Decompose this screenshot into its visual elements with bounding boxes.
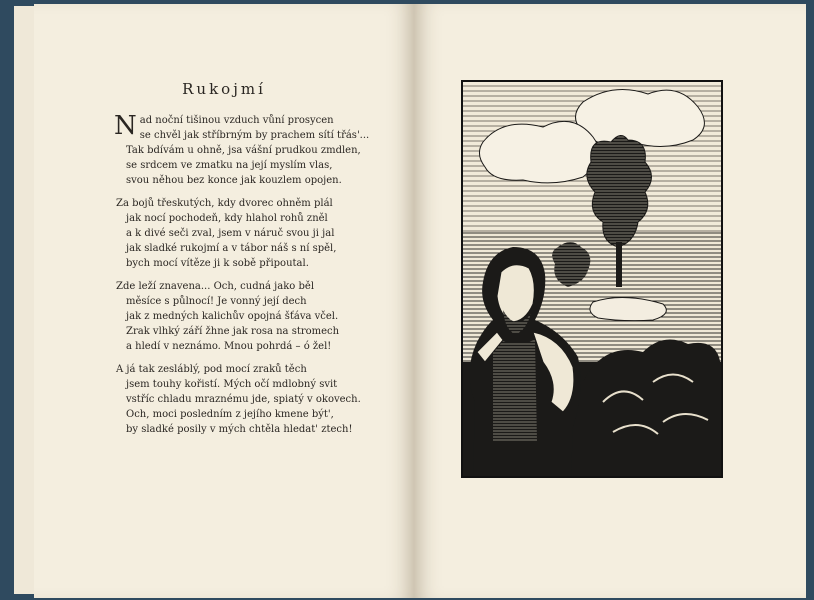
poem-line: jak sladké rukojmí a v tábor náš s ní spěl,	[126, 243, 337, 254]
poem-line: jak z medných kalichův opojná šťáva včel.	[126, 311, 339, 322]
woodcut-illustration	[461, 80, 723, 478]
poem-line: svou něhou bez konce jak kouzlem opojen.	[126, 175, 342, 186]
poem-line: A já tak zesláblý, pod mocí zraků těch	[116, 364, 307, 375]
woodcut-image	[463, 82, 721, 476]
poem-line: bych mocí vítěze ji k sobě připoutal.	[126, 258, 309, 269]
poem-line: jsem touhy kořistí. Mých očí mdlobný svit	[126, 379, 338, 390]
stanza-1	[116, 113, 406, 188]
poem-line: měsíce s půlnocí! Je vonný její dech	[126, 296, 307, 307]
stanza-2	[116, 196, 406, 271]
poem-line: Zrak vlhký září žhne jak rosa na stromech	[126, 326, 340, 337]
poem-line: se chvěl jak stříbrným by prachem sítí třás'...	[139, 130, 370, 141]
drop-cap: N	[114, 111, 137, 141]
poem-line: Zde leží znavena... Och, cudná jako běl	[116, 281, 315, 292]
stanza-3	[116, 279, 406, 354]
poem-line: Za bojů třeskutých, kdy dvorec ohněm plál	[116, 198, 333, 209]
poem-line: Tak bdívám u ohně, jsa vášní prudkou zmdlen,	[126, 145, 361, 156]
poem-line: a k divé seči zval, jsem v náruč svou ji jal	[126, 228, 335, 239]
poem-line: ad noční tišinou vzduch vůní prosycen	[139, 115, 334, 126]
poem-line: a hledí v neznámo. Mnou pohrdá – ó žel!	[126, 341, 332, 352]
stanza-4	[116, 362, 406, 437]
poem-line: by sladké posily v mých chtěla hledat' ztech!	[126, 424, 353, 435]
poem-line: vstříc chladu mraznému jde, spiatý v okovech.	[126, 394, 361, 405]
poem-line: Och, moci posledním z jejího kmene být',	[126, 409, 334, 420]
poem-title: Rukojmí	[182, 80, 266, 98]
poem-line: jak nocí pochodeň, kdy hlahol rohů zněl	[126, 213, 328, 224]
poem-line: se srdcem ve zmatku na její myslím vlas,	[126, 160, 333, 171]
